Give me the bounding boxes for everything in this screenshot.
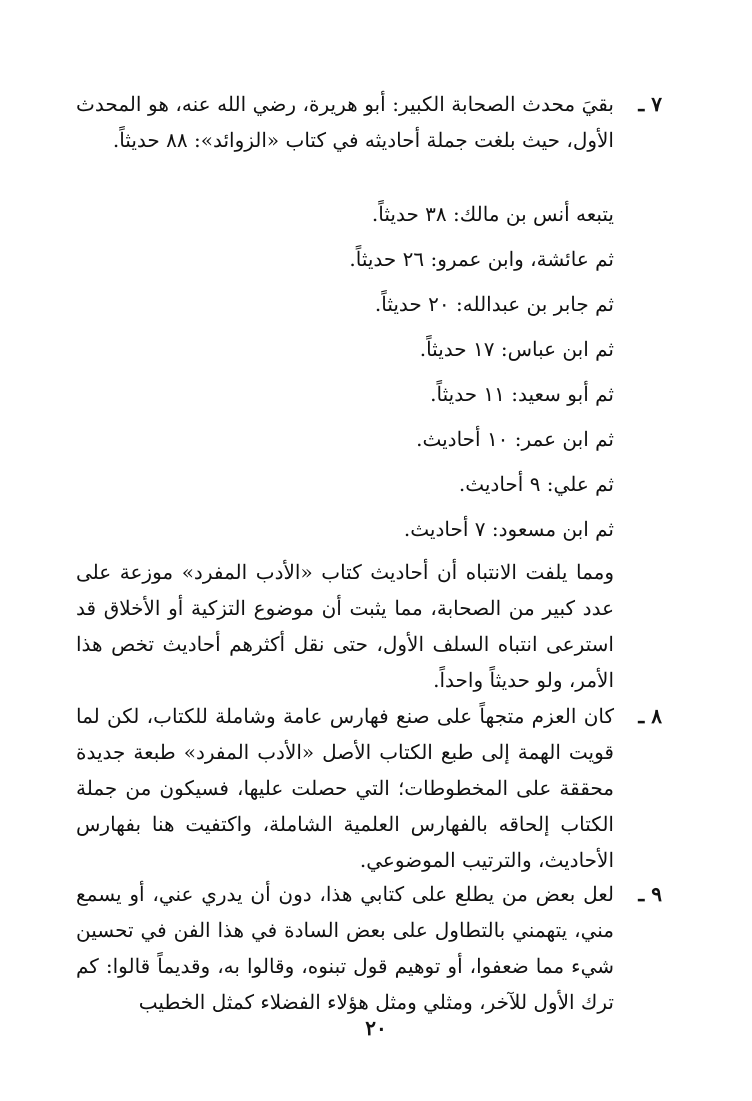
ranking-line: ثم ابن مسعود: ٧ أحاديث.: [403, 517, 614, 541]
item-7-text: بقيَ محدث الصحابة الكبير: أبو هريرة، رضي الله عنه، هو المحدث الأول، حيث بلغت جملة أحاديثه في كتاب «الزوائد»: ٨٨ حديثاً.: [76, 92, 614, 152]
page-number: ٢٠: [365, 1016, 387, 1040]
note-paragraph: ومما يلفت الانتباه أن أحاديث كتاب «الأدب المفرد» موزعة على عدد كبير من الصحابة، مما يثبت أن موضوع التزكية أو الأخلاق قد استرعى انتباه السلف الأول، حتى نقل أكثرهم أحاديث تخص هذا الأمر، ولو حديثاً واحداً.: [76, 560, 614, 692]
item-8-number: ٨ ـ: [638, 704, 662, 728]
ranking-line: ثم أبو سعيد: ١١ حديثاً.: [430, 382, 614, 406]
ranking-line: ثم ابن عمر: ١٠ أحاديث.: [416, 427, 614, 451]
item-9-number: ٩ ـ: [638, 882, 662, 906]
ranking-line: ثم عائشة، وابن عمرو: ٢٦ حديثاً.: [349, 247, 614, 271]
item-9-text: لعل بعض من يطلع على كتابي هذا، دون أن يدري عني، أو يسمع مني، يتهمني بالتطاول على بعض السادة في هذا الفن في تحسين شيء مما ضعفوا، أو توهيم قول تبنوه، وقالوا به، وقديماً قالوا: كم ترك الأول للآخر، ومثلي ومثل هؤلاء الفضلاء كمثل الخطيب: [76, 882, 614, 1014]
ranking-line: ثم ابن عباس: ١٧ حديثاً.: [419, 337, 614, 361]
ranking-line: ثم علي: ٩ أحاديث.: [458, 472, 614, 496]
item-7-number: ٧ ـ: [638, 92, 662, 116]
ranking-line: يتبعه أنس بن مالك: ٣٨ حديثاً.: [371, 202, 614, 226]
item-8-text: كان العزم متجهاً على صنع فهارس عامة وشاملة للكتاب، لكن لما قويت الهمة إلى طبع الكتاب الأصل «الأدب المفرد» طبعة جديدة محققة على المخطوطات؛ التي حصلت عليها، فسيكون من جملة الكتاب إلحاقه بالفهارس العلمية الشاملة، واكتفيت هنا بفهارس الأحاديث، والترتيب الموضوعي.: [76, 704, 614, 872]
ranking-line: ثم جابر بن عبدالله: ٢٠ حديثاً.: [374, 292, 614, 316]
